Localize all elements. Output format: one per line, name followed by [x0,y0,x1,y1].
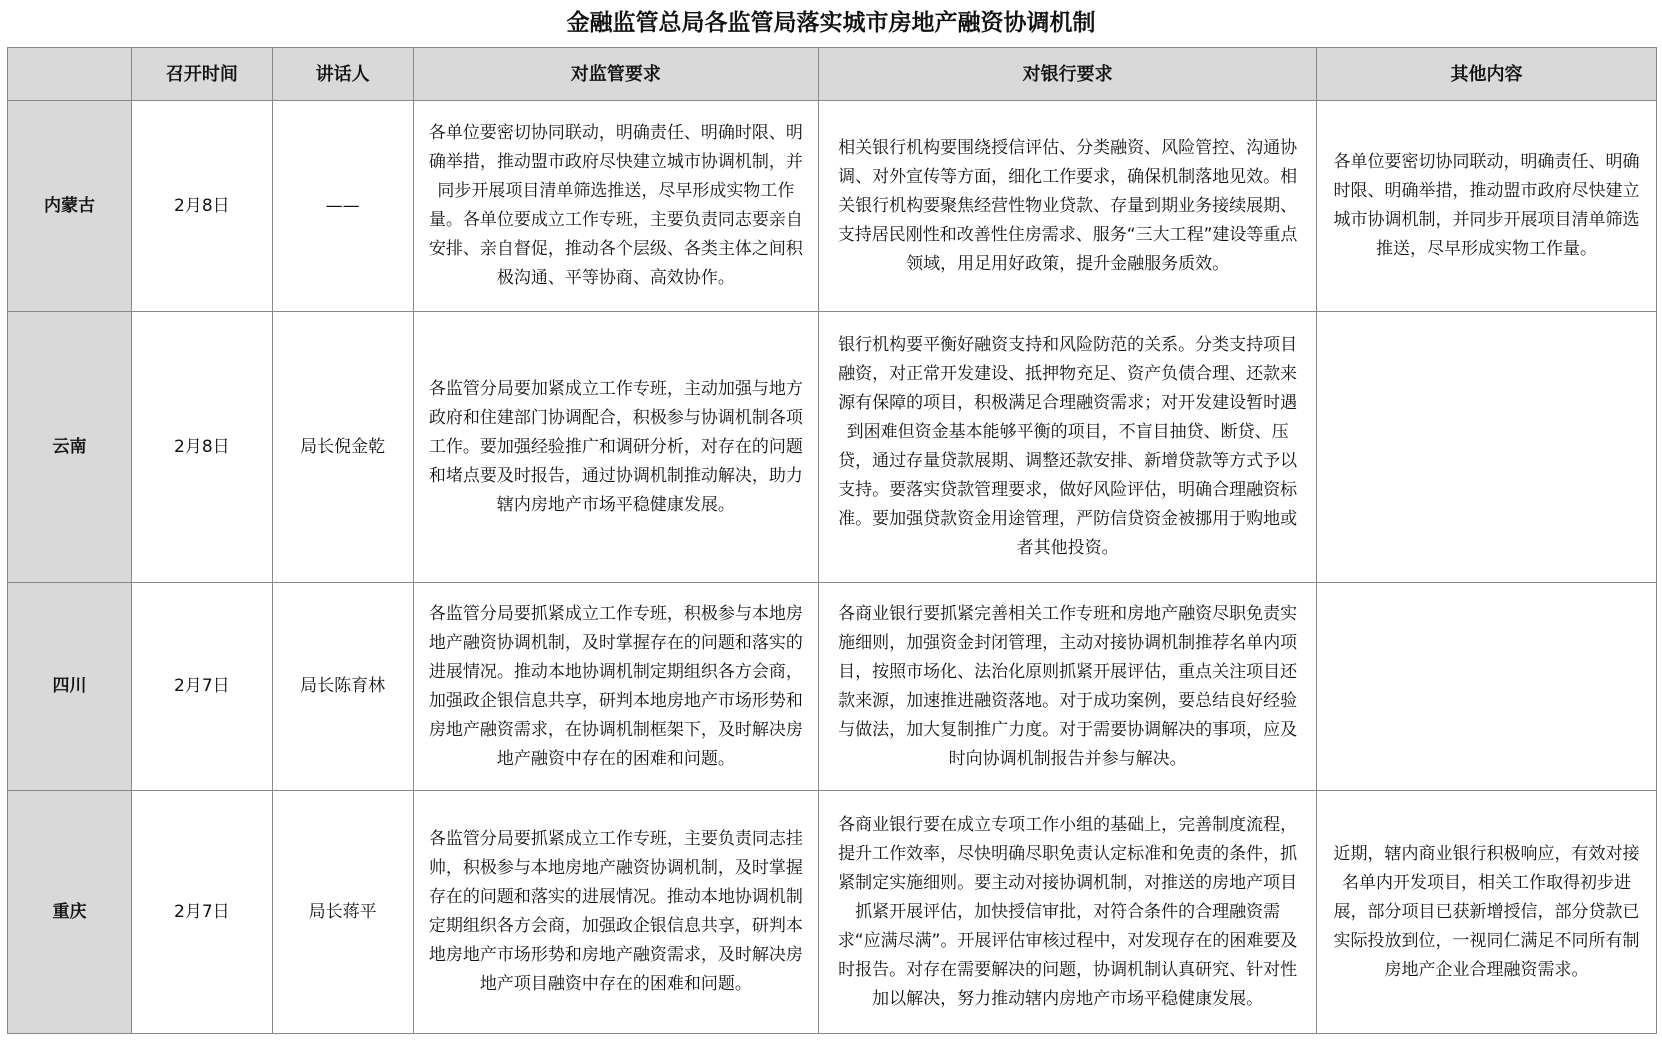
table-row [8,791,1657,1034]
other-cell [1316,583,1656,791]
bank-cell: 银行机构要平衡好融资支持和风险防范的关系。分类支持项目融资，对正常开发建设、抵押物充足、资产负债合理、还款来源有保障的项目，积极满足合理融资需求；对开发建设暂时遇到困难但资金基本能够平衡的项目，不盲目抽贷、断贷、压贷，通过存量贷款展期、调整还款安排、新增贷款等方式予以支持。要落实贷款管理要求，做好风险评估，明确合理融资标准。要加强贷款资金用途管理，严防信贷资金被挪用于购地或者其他投资。 [819,312,1317,583]
date-cell: 2月8日 [131,101,272,312]
region-cell: 内蒙古 [8,101,132,312]
speaker-cell: —— [272,101,413,312]
date-cell: 2月8日 [131,312,272,583]
region-cell: 云南 [8,312,132,583]
bank-cell: 相关银行机构要围绕授信评估、分类融资、风险管控、沟通协调、对外宣传等方面，细化工作要求，确保机制落地见效。相关银行机构要聚焦经营性物业贷款、存量到期业务接续展期、支持居民刚性和改善性住房需求、服务“三大工程”建设等重点领域，用足用好政策，提升金融服务质效。 [819,101,1317,312]
header-other: 其他内容 [1316,48,1656,101]
table-row [8,583,1657,791]
regulatory-cell: 各监管分局要抓紧成立工作专班，积极参与本地房地产融资协调机制，及时掌握存在的问题和落实的进展情况。推动本地协调机制定期组织各方会商，加强政企银信息共享，研判本地房地产市场形势和房地产融资需求，在协调机制框架下，及时解决房地产融资中存在的困难和问题。 [413,583,819,791]
region-cell: 重庆 [8,791,132,1034]
page-title: 金融监管总局各监管局落实城市房地产融资协调机制 [566,10,1096,36]
header-bank: 对银行要求 [819,48,1317,101]
bank-cell: 各商业银行要抓紧完善相关工作专班和房地产融资尽职免责实施细则，加强资金封闭管理，主动对接协调机制推荐名单内项目，按照市场化、法治化原则抓紧开展评估，重点关注项目还款来源，加速推进融资落地。对于成功案例，要总结良好经验与做法，加大复制推广力度。对于需要协调解决的事项，应及时向协调机制报告并参与解决。 [819,583,1317,791]
table-row [8,101,1657,312]
regulatory-cell: 各单位要密切协同联动，明确责任、明确时限、明确举措，推动盟市政府尽快建立城市协调机制，并同步开展项目清单筛选推送，尽早形成实物工作量。各单位要成立工作专班，主要负责同志要亲自安排、亲自督促，推动各个层级、各类主体之间积极沟通、平等协商、高效协作。 [413,101,819,312]
bank-cell: 各商业银行要在成立专项工作小组的基础上，完善制度流程，提升工作效率，尽快明确尽职免责认定标准和免责的条件，抓紧制定实施细则。要主动对接协调机制，对推送的房地产项目抓紧开展评估，加快授信审批，对符合条件的合理融资需求“应满尽满”。开展评估审核过程中，对发现存在的困难要及时报告。对存在需要解决的问题，协调机制认真研究、针对性加以解决，努力推动辖内房地产市场平稳健康发展。 [819,791,1317,1034]
header-row [8,48,1657,101]
other-cell: 近期，辖内商业银行积极响应，有效对接名单内开发项目，相关工作取得初步进展，部分项目已获新增授信，部分贷款已实际投放到位，一视同仁满足不同所有制房地产企业合理融资需求。 [1316,791,1656,1034]
header-speaker: 讲话人 [272,48,413,101]
date-cell: 2月7日 [131,791,272,1034]
speaker-cell: 局长陈育林 [272,583,413,791]
header-region [8,48,132,101]
header-regulatory: 对监管要求 [413,48,819,101]
header-date: 召开时间 [131,48,272,101]
regulatory-cell: 各监管分局要抓紧成立工作专班，主要负责同志挂帅，积极参与本地房地产融资协调机制，及时掌握存在的问题和落实的进展情况。推动本地协调机制定期组织各方会商，加强政企银信息共享，研判本地房地产市场形势和房地产融资需求，及时解决房地产项目融资中存在的困难和问题。 [413,791,819,1034]
policy-table [7,47,1657,1034]
other-cell: 各单位要密切协同联动，明确责任、明确时限、明确举措，推动盟市政府尽快建立城市协调机制，并同步开展项目清单筛选推送，尽早形成实物工作量。 [1316,101,1656,312]
other-cell [1316,312,1656,583]
date-cell: 2月7日 [131,583,272,791]
speaker-cell: 局长倪金乾 [272,312,413,583]
table-row [8,312,1657,583]
speaker-cell: 局长蒋平 [272,791,413,1034]
region-cell: 四川 [8,583,132,791]
regulatory-cell: 各监管分局要加紧成立工作专班，主动加强与地方政府和住建部门协调配合，积极参与协调机制各项工作。要加强经验推广和调研分析，对存在的问题和堵点要及时报告，通过协调机制推动解决，助力辖内房地产市场平稳健康发展。 [413,312,819,583]
